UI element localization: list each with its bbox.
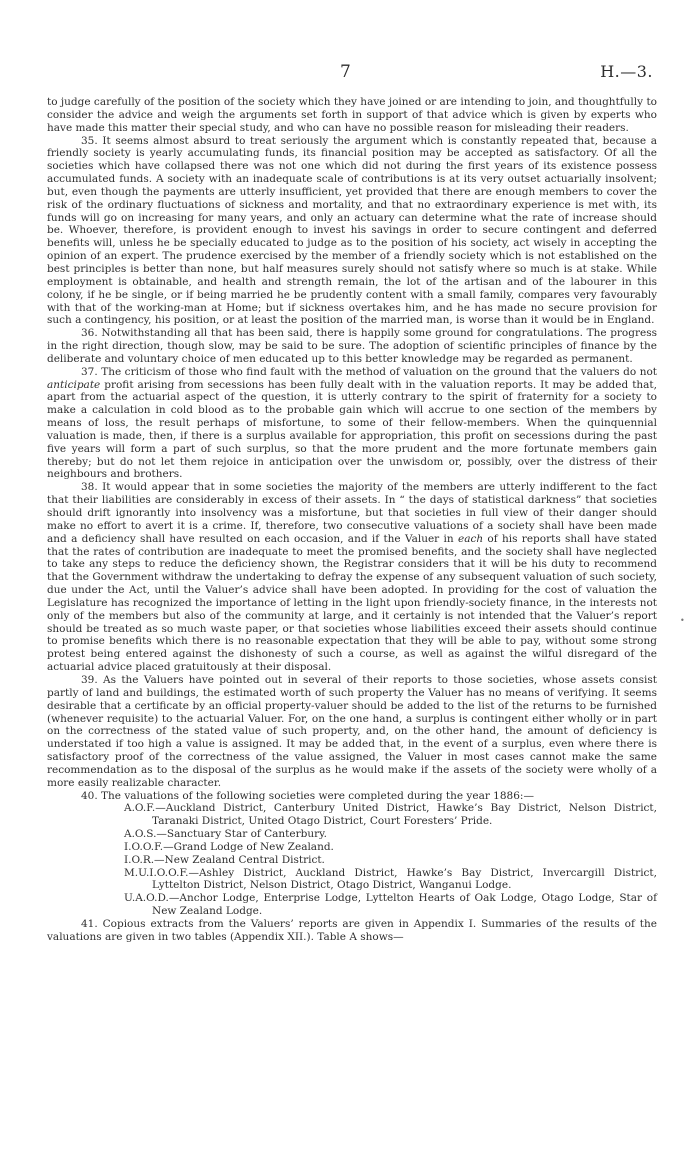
society-list-item: M.U.I.O.O.F.—Ashley District, Auckland District, Hawke’s Bay District, Invercargill District, Lyttelton District, Nelson District, Otago District, Wanganui Lodge. [124, 866, 657, 892]
paragraph-40: 40. The valuations of the following societies were completed during the year 1886:— [81, 789, 534, 802]
report-body [47, 96, 657, 944]
paragraph-36: 36. Notwithstanding all that has been said, there is happily some ground for congratulations. The progress in the right direction, though slow, may be said to be sure. The adoption of scientific principles of finance by the deliberate and voluntary choice of men educated up to this better knowledge may be regarded as permanent. [47, 327, 657, 365]
page-header [0, 62, 700, 82]
society-list-item: U.A.O.D.—Anchor Lodge, Enterprise Lodge, Lyttelton Hearts of Oak Lodge, Otago Lodge, Star of New Zealand Lodge. [124, 892, 657, 918]
paragraph-38-text-b: of his reports shall have stated that the rates of contribution are inadequate to meet the promised benefits, and the society shall have neglected to take any steps to reduce the deficiency shown, the Registrar considers that it will be his duty to recommend that the Government withdraw the undertaking to defray the expense of any subsequent valuation of such society, due under the Act, until the Valuer’s advice shall have been adopted. In providing for the cost of valuation the Legislature has recognized the importance of letting in the light upon friendly-society finance, in the interests not only of the members but also of the community at large, and it certainly is not intended that the Valuer’s report should be treated as so much waste paper, or that societies whose liabilities exceed their assets should continue to promise benefits which there is no reasonable expectation that they will be able to pay, without some strong protest being entered against the dishonesty of such a course, as well as against the wilful disregard of the actuarial advice placed gratuitously at their disposal. [47, 532, 658, 674]
paragraph-41: 41. Copious extracts from the Valuers’ reports are given in Appendix I. Summaries of the results of the valuations are given in two tables (Appendix XII.). Table A shows— [47, 918, 657, 943]
paragraph-continued: to judge carefully of the position of the society which they have joined or are intending to join, and thoughtfully to consider the advice and weigh the arguments set forth in support of that advice which is given by experts who have made this matter their special study, and who can have no possible reason for misleading their readers. [47, 96, 657, 134]
society-list-item: I.O.O.F.—Grand Lodge of New Zealand. [124, 840, 334, 853]
document-reference: H.—3. [600, 62, 653, 81]
society-list-item: I.O.R.—New Zealand Central District. [124, 853, 325, 866]
paragraph-37-text-a: 37. The criticism of those who find fault with the method of valuation on the ground that the valuers do not [81, 365, 657, 378]
paragraph-37-text-b: profit arising from secessions has been fully dealt with in the valuation reports. It may be added that, apart from the actuarial aspect of the question, it is utterly contrary to the spirit of fraternity for a society to make a calculation in cold blood as to the probable gain which will accrue to one section of the members by means of loss, the result perhaps of misfortune, to some of their fellow-members. When the quinquennial valuation is made, then, if there is a surplus available for appropriation, this profit on secessions during the past five years will form a part of such surplus, so that the more prudent and the more fortunate members gain thereby; but do not let them rejoice in anticipation over the unwisdom or, possibly, over the distress of their neighbours and brothers. [47, 378, 657, 481]
society-list-item: A.O.F.—Auckland District, Canterbury United District, Hawke’s Bay District, Nelson District, Taranaki District, United Otago District, Court Foresters’ Pride. [124, 802, 657, 828]
paragraph-37 [47, 366, 657, 482]
paragraph-37-italic: anticipate [47, 378, 101, 391]
page-number: 7 [340, 62, 351, 82]
paragraph-38-italic: each [457, 532, 484, 545]
paragraph-38-text-a: 38. It would appear that in some societies the majority of the members are utterly indifferent to the fact that their liabilities are considerably in excess of their assets. In “ the days of statistical darkness” that societies should drift ignorantly into insolvency was a misfortune, but that societies in full view of their danger should make no effort to avert it is a crime. If, therefore, two consecutive valuations of a society shall have been made and a deficiency shall have resulted on each occasion, and if the Valuer in [47, 481, 657, 545]
margin-mark: • [680, 616, 685, 625]
paragraph-39: 39. As the Valuers have pointed out in several of their reports to those societies, whose assets consist partly of land and buildings, the estimated worth of such property the Valuer has no means of verifying. It seems desirable that a certificate by an official property-valuer should be added to the list of the returns to be furnished (whenever requisite) to the actuarial Valuer. For, on the one hand, a surplus is contingent either wholly or in part on the correctness of the stated value of such property, and, on the other hand, the amount of deficiency is understated if too high a value is assigned. It may be added that, in the event of a surplus, even where there is satisfactory proof of the correctness of the value assigned, the Valuer in most cases cannot make the same recommendation as to the disposal of the surplus as he would make if the assets of the society were wholly of a more easily realizable character. [47, 673, 657, 789]
society-list-item: A.O.S.—Sanctuary Star of Canterbury. [124, 828, 327, 841]
paragraph-35: 35. It seems almost absurd to treat seriously the argument which is constantly repeated that, because a friendly society is yearly accumulating funds, its financial position may be accepted as satisfactory. Of all the societies which have collapsed there was not one which did not during the first years of its existence possess accumulated funds. A society with an inadequate scale of contributions is at its very outset actuarially insolvent; but, even though the payments are utterly insufficient, yet provided that there are enough members to cover the risk of the ordinary fluctuations of sickness and mortality, and that no extraordinary experience is met with, its funds will go on increasing for many years, and only an actuary can determine what the rate of increase should be. Whoever, therefore, is provident enough to invest his savings in order to secure contingent and deferred benefits will, unless he be specially educated to judge as to the position of his society, act wisely in accepting the opinion of an expert. The prudence exercised by the member of a friendly society which is not established on the best principles is better than none, but half measures surely should not satisfy where so much is at stake. While employment is obtainable, and health and strength remain, the lot of the artisan and of the labourer in this colony, if he be single, or if being married he be prudently content with a small family, compares very favourably with that of the working-man at Home; but if sickness overtakes him, and he has made no secure provision for such a contingency, his position, or at least the position of the married man, is worse than it would be in England. [47, 134, 657, 327]
paragraph-38 [47, 481, 657, 674]
